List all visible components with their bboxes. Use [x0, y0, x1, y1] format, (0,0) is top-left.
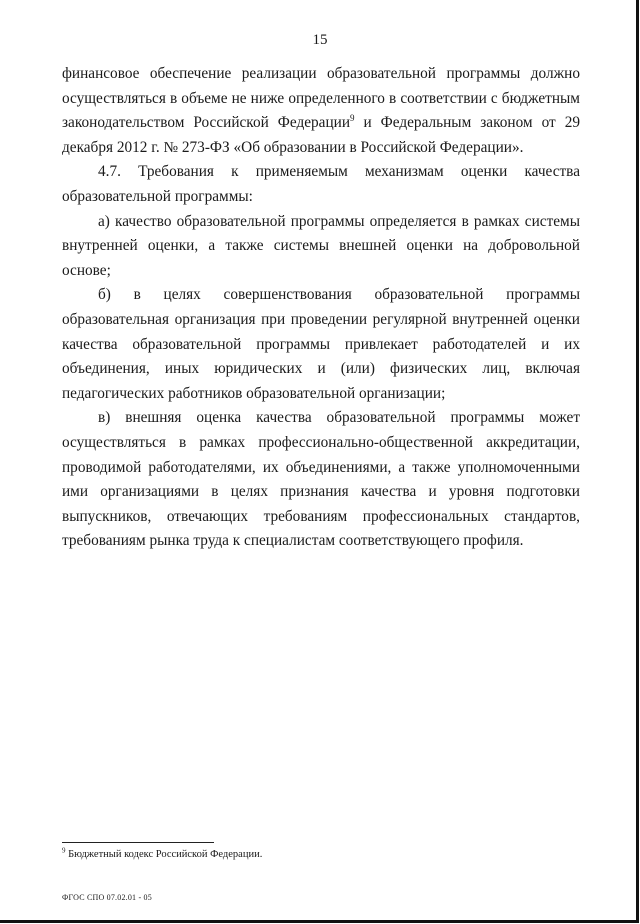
footnote — [62, 848, 582, 862]
document-body — [62, 62, 580, 554]
paragraph-text: финансовое обеспечение реализации образовательной программы должно осуществляться в объеме не ниже определенного в соответствии с бюджетным законодательством Российской Федерации — [62, 65, 580, 132]
footnote-separator — [62, 842, 214, 843]
document-code: ФГОС СПО 07.02.01 - 05 — [62, 893, 152, 902]
footnote-marker: 9 — [62, 846, 66, 855]
paragraph-text: и Федеральным законом от 29 декабря 2012 г. № 273-ФЗ «Об образовании в Российской Федерации». — [62, 114, 581, 156]
paragraph-requirements-heading: 4.7. Требования к применяемым механизмам оценки качества образовательной программы: — [62, 163, 580, 205]
paragraph-financing — [62, 62, 580, 160]
paragraph-item-b: б) в целях совершенствования образовательной программы образовательная организация при проведении регулярной внутренней оценки качества образовательной программы привлекает работодателей и их объединения, иных юридических и (или) физических лиц, включая педагогических работников образовательной организации; — [62, 286, 580, 402]
footnote-text: Бюджетный кодекс Российской Федерации. — [65, 849, 263, 860]
footnote-reference[interactable]: 9 — [350, 113, 355, 124]
paragraph-item-v: в) внешняя оценка качества образовательной программы может осуществляться в рамках профессионально-общественной аккредитации, проводимой работодателями, их объединениями, а также уполномоченными ими организациями в целях признания качества и уровня подготовки выпускников, отвечающих требованиям профессиональных стандартов, требованиям рынка труда к специалистам соответствующего профиля. — [62, 409, 580, 550]
paragraph-item-a: а) качество образовательной программы определяется в рамках системы внутренней оценки, а также системы внешней оценки на добровольной основе; — [62, 212, 580, 279]
page-number: 15 — [312, 32, 328, 48]
